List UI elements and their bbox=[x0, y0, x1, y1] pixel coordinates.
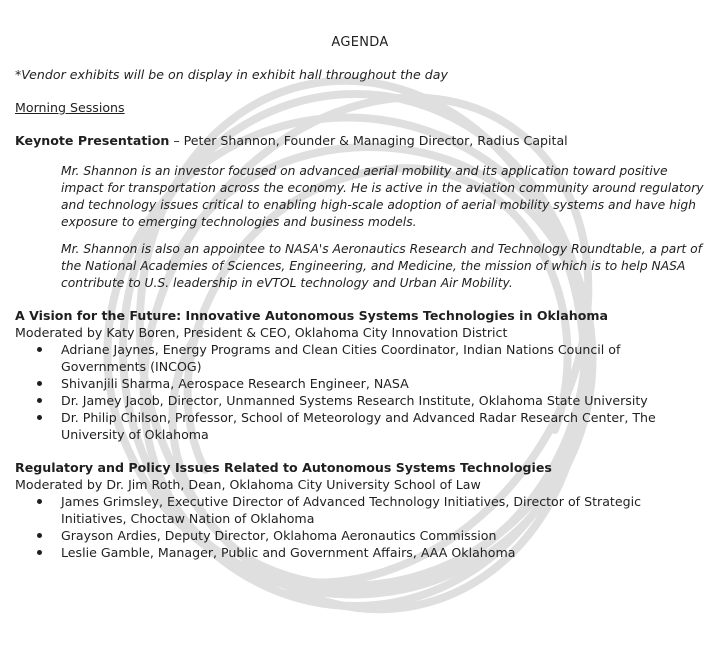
panelist-list bbox=[0, 493, 720, 561]
panelist-item: James Grimsley, Executive Director of Advanced Technology Initiatives, Director of Strategic Initiatives, Choctaw Nation of Oklahoma bbox=[0, 493, 720, 527]
session-title: Regulatory and Policy Issues Related to Autonomous Systems Technologies bbox=[15, 460, 552, 475]
agenda-title: AGENDA bbox=[331, 35, 389, 50]
panelist-item: Shivanjili Sharma, Aerospace Research Engineer, NASA bbox=[0, 375, 720, 392]
panelist-item: Grayson Ardies, Deputy Director, Oklahoma Aeronautics Commission bbox=[0, 527, 720, 544]
keynote-speaker: Peter Shannon, Founder & Managing Director, Radius Capital bbox=[183, 133, 568, 148]
panelist-item: Adriane Jaynes, Energy Programs and Clean Cities Coordinator, Indian Nations Council of Governments (INCOG) bbox=[0, 341, 720, 375]
keynote-bio-paragraph: Mr. Shannon is also an appointee to NASA's Aeronautics Research and Technology Roundtable, a part of the National Academies of Sciences, Engineering, and Medicine, the mission of which is to help NASA contribute to U.S. leadership in eVTOL technology and Urban Air Mobility. bbox=[61, 242, 702, 290]
keynote-heading: Keynote Presentation bbox=[15, 133, 170, 148]
keynote-bio-paragraph: Mr. Shannon is an investor focused on advanced aerial mobility and its application toward positive impact for transportation across the economy. He is active in the aviation community around regulatory and technology issues critical to enabling high-scale adoption of aerial mobility systems and have high exposure to emerging technologies and business models. bbox=[61, 164, 704, 229]
keynote-separator: – bbox=[169, 133, 184, 148]
panelist-list bbox=[0, 341, 720, 443]
session-moderator: Moderated by Dr. Jim Roth, Dean, Oklahoma City University School of Law bbox=[15, 477, 481, 492]
panelist-item: Dr. Philip Chilson, Professor, School of Meteorology and Advanced Radar Research Center, The University of Oklahoma bbox=[0, 409, 720, 443]
session-moderator: Moderated by Katy Boren, President & CEO, Oklahoma City Innovation District bbox=[15, 325, 508, 340]
vendor-note: *Vendor exhibits will be on display in exhibit hall throughout the day bbox=[15, 67, 448, 82]
keynote-line bbox=[15, 132, 568, 149]
panelist-item: Leslie Gamble, Manager, Public and Government Affairs, AAA Oklahoma bbox=[0, 544, 720, 561]
panelist-item: Dr. Jamey Jacob, Director, Unmanned Systems Research Institute, Oklahoma State University bbox=[0, 392, 720, 409]
morning-sessions-heading: Morning Sessions bbox=[15, 100, 125, 115]
session-title: A Vision for the Future: Innovative Autonomous Systems Technologies in Oklahoma bbox=[15, 308, 608, 323]
